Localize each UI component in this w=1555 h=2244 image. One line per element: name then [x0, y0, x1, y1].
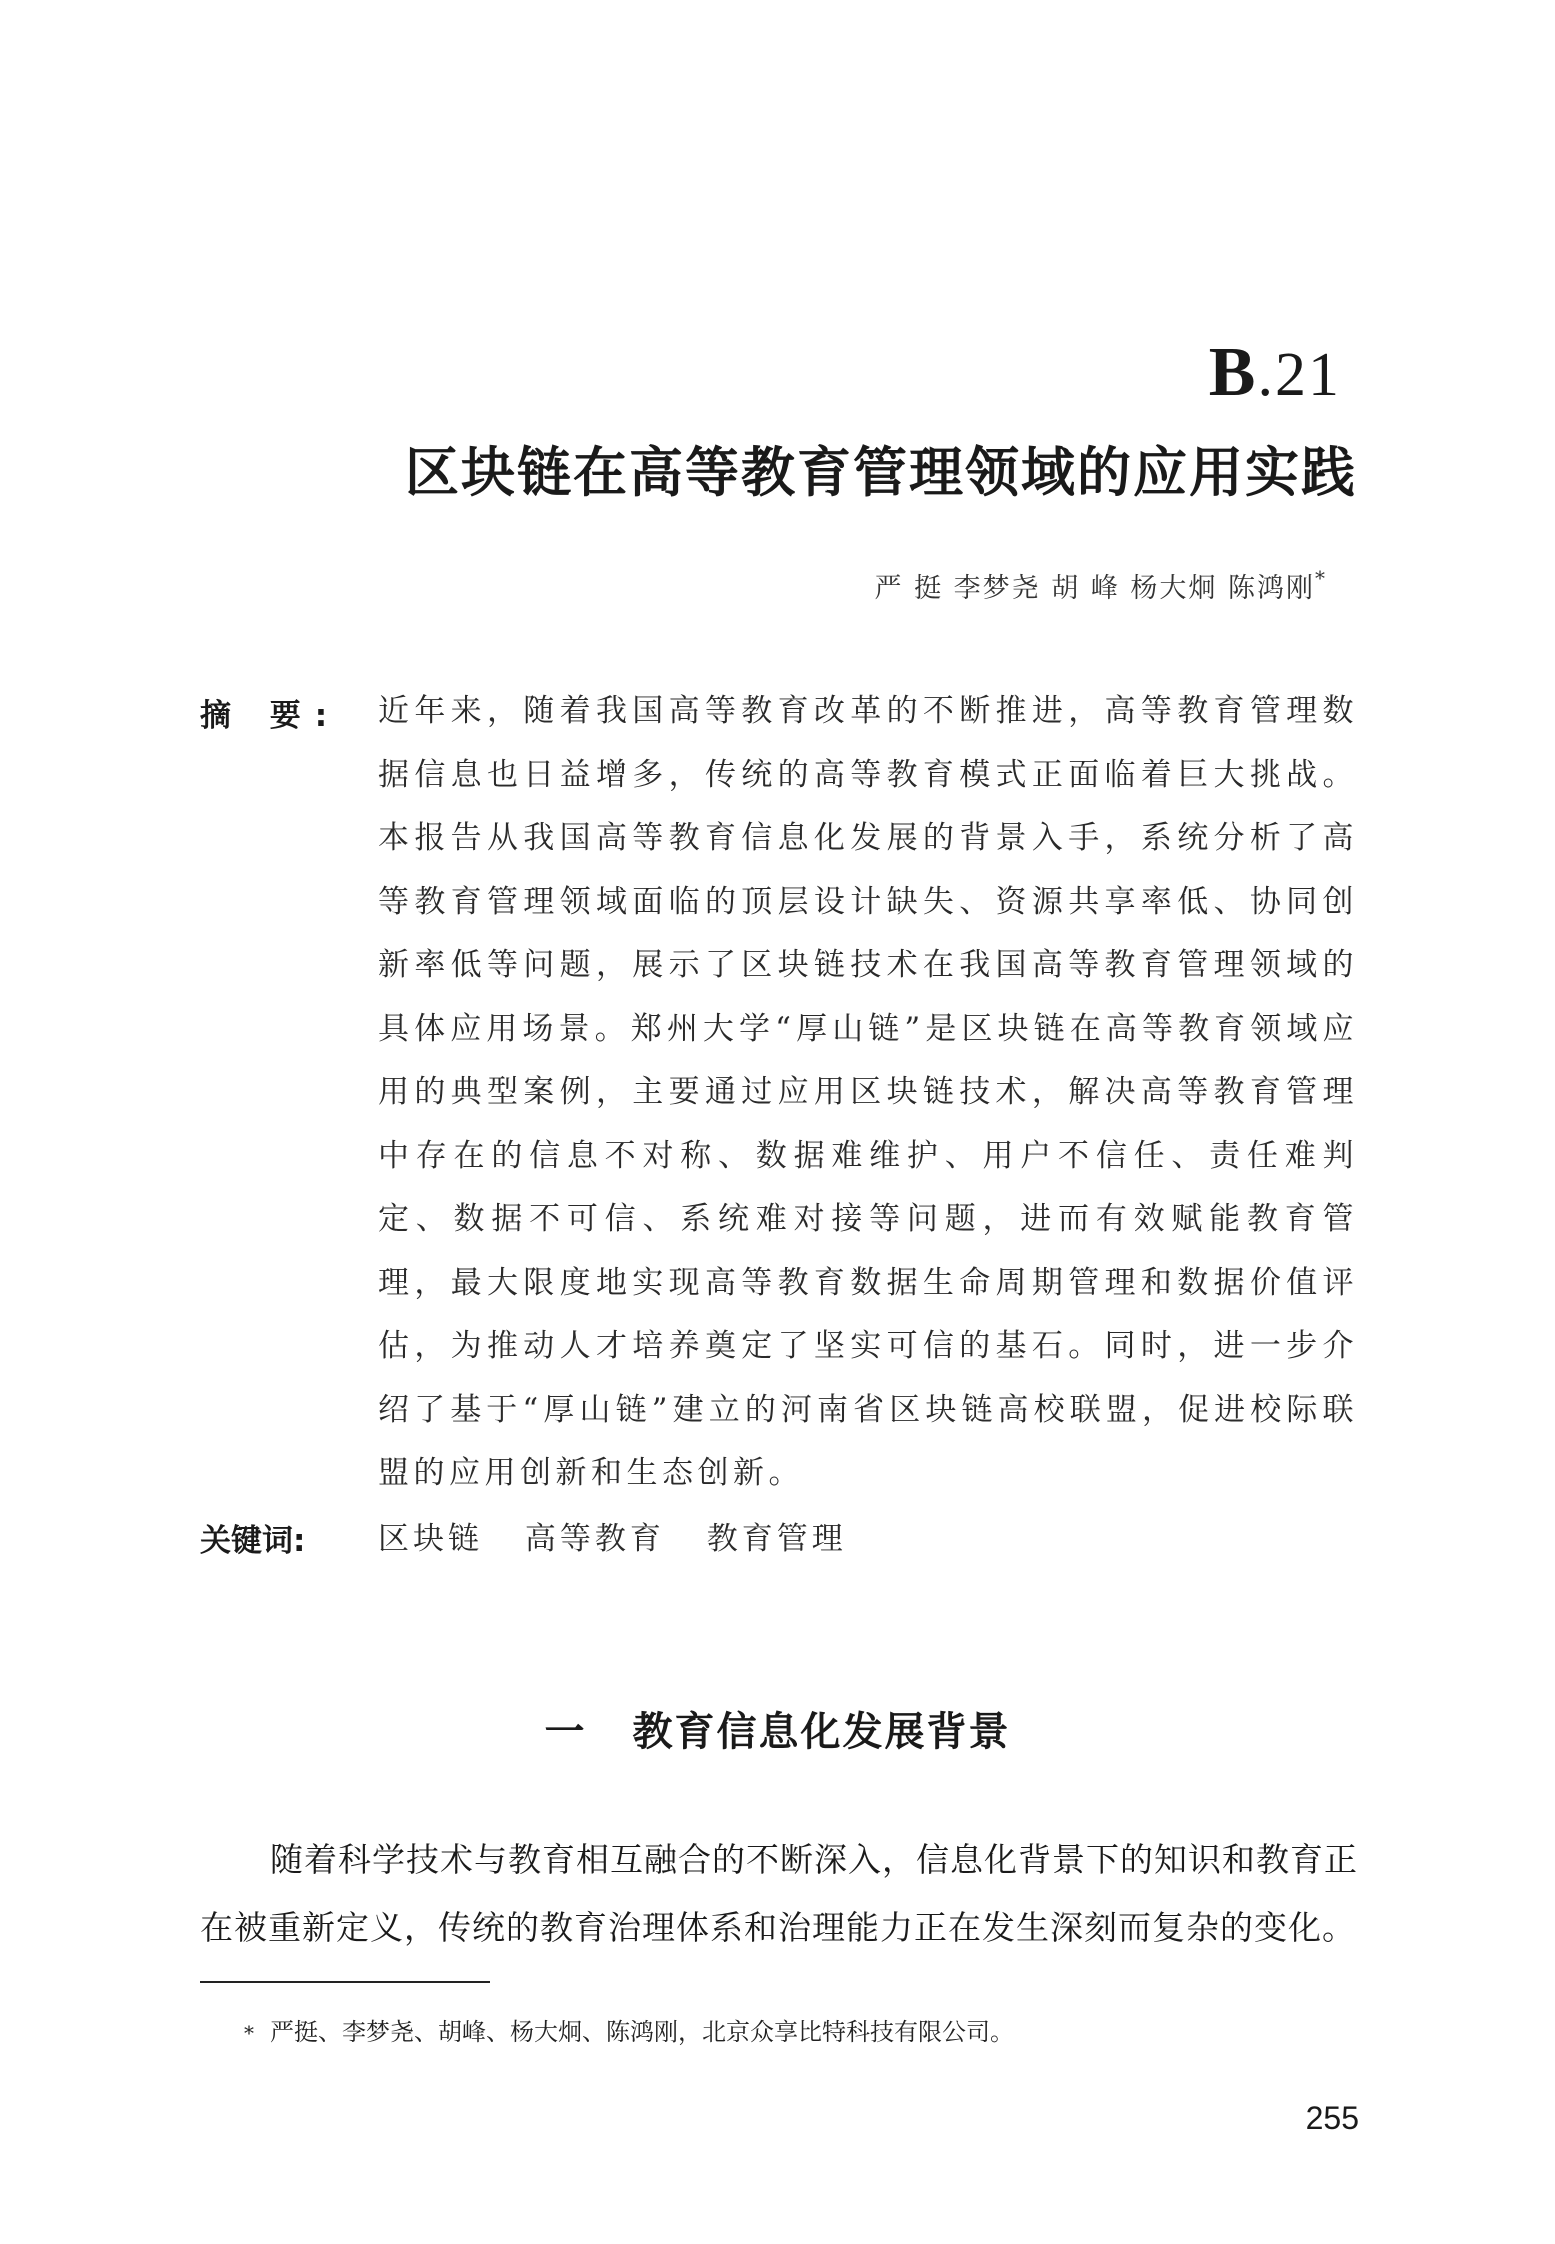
author-names: 严 挺 李梦尧 胡 峰 杨大炯 陈鸿刚 — [874, 573, 1315, 604]
author-line — [875, 566, 1328, 605]
author-footnote-mark: * — [1315, 566, 1327, 590]
chapter-letter: B — [1208, 334, 1258, 411]
keyword-item: 区块链 — [378, 1521, 483, 1557]
chapter-number: .21 — [1257, 341, 1341, 409]
footnote-divider — [200, 1981, 490, 1983]
keyword-item: 教育管理 — [706, 1521, 847, 1557]
footnote-text: 严挺、李梦尧、胡峰、杨大炯、陈鸿刚，北京众享比特科技有限公司。 — [270, 2018, 1014, 2046]
keyword-item: 高等教育 — [524, 1521, 665, 1557]
page-number: 255 — [1305, 2100, 1359, 2136]
footnote — [244, 2012, 1014, 2047]
body-paragraph: 随着科学技术与教育相互融合的不断深入，信息化背景下的知识和教育正在被重新定义，传统的教育治理体系和治理能力正在发生深刻而复杂的变化。 — [200, 1840, 1358, 1947]
keywords-list — [378, 1513, 875, 1558]
page-title: 区块链在高等教育管理领域的应用实践 — [405, 440, 1357, 504]
abstract-text: 近年来，随着我国高等教育改革的不断推进，高等教育管理数据信息也日益增多，传统的高等教育模式正面临着巨大挑战。本报告从我国高等教育信息化发展的背景入手，系统分析了高等教育管理领域面临的顶层设计缺失、资源共享率低、协同创新率低等问题，展示了区块链技术在我国高等教育管理领域的具体应用场景。郑州大学“厚山链”是区块链在高等教育领域应用的典型案例，主要通过应用区块链技术，解决高等教育管理中存在的信息不对称、数据难维护、用户不信任、责任难判定、数据不可信、系统难对接等问题，进而有效赋能教育管理，最大限度地实现高等教育数据生命周期管理和数据价值评估，为推动人才培养奠定了坚实可信的基石。同时，进一步介绍了基于“厚山链”建立的河南省区块链高校联盟，促进校际联盟的应用创新和生态创新。 — [378, 693, 1358, 1491]
section-title: 教育信息化发展背景 — [632, 1708, 1011, 1755]
section-number: 一 — [544, 1708, 587, 1755]
keywords-label: 关键词: — [200, 1523, 306, 1559]
footnote-mark: * — [244, 2021, 254, 2045]
section-heading — [0, 1700, 1555, 1757]
chapter-code — [1208, 334, 1341, 411]
abstract-label: 摘 要: — [200, 698, 342, 734]
